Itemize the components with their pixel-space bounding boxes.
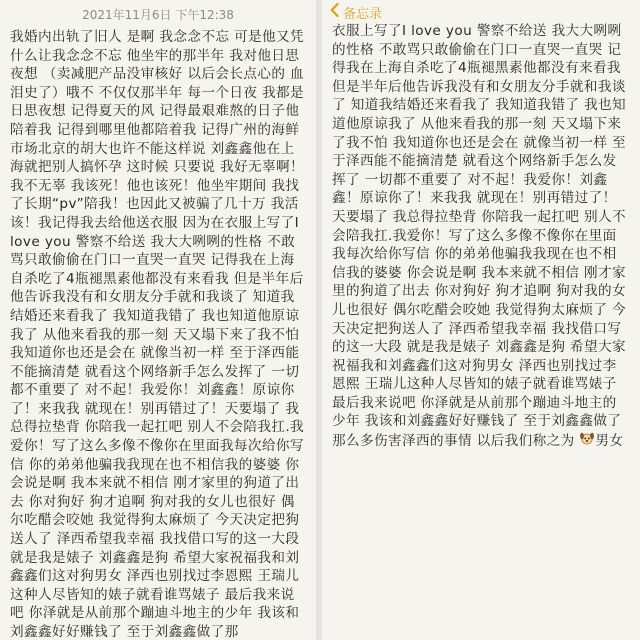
back-to-notes-button[interactable] [330,3,382,22]
back-label: 备忘录 [343,6,383,22]
note-header [322,0,640,22]
note-tail-text: 男女 [595,432,624,449]
chevron-left-icon [330,3,343,21]
note-body-right [332,22,630,451]
dog-icon [579,431,595,451]
note-body-left: 我婚内出轨了旧人 是啊 我念念不忘 可是他又凭什么让我念念不忘 他坐牢的那半年 我对他日思夜想 （卖减肥产品没审核好 以后会长点心的 血泪史了）哦不 不仅仅那半年 每一个日夜 我都是日思夜想 记得夏天的风 记得最艰难熬的日子他陪着我 记得到哪里他都陪着我 记得广州的海鲜市场北京的胡大也许不能这样说 刘鑫鑫他在上海就把别人搞怀孕 这时候 只要说 我好无辜啊！我不无辜 我该死！他也该死！他坐牢期间 我找了长期“pv”陪我！也因此又被骗了几十万 我活该！我记得我去给他送衣服 因为在衣服上写了I love you 警察不给送 我大大咧咧的性格 不敢骂只敢偷偷在门口一直哭一直哭 记得我在上海自杀吃了4瓶褪黑素他都没有来看我 但是半年后他告诉我没有和女朋友分手就和我谈了 知道我结婚还来看我了 我知道我错了 我也知道他原谅我了 从他来看我的那一刻 天又塌下来了我不怕 我知道你也还是会在 就像当初一样 至于泽西能不能摘清楚 就看这个网络新手怎么发挥了 一切都不重要了 对不起！我爱你！刘鑫鑫！原谅你了！来我我 就现在！别再错过了！天要塌了 我总得拉垫背 你陪我一起扛吧 别人不会陪我扛.我爱你！写了这么多像不像你在里面我每次给你写信 你的弟弟他骗我我现在也不相信我的婆婆 你会说是啊 我本来就不相信 刚才家里的狗道了出去 你对狗好 狗才追啊 狗对我的女儿也很好 偶尔吃醋会咬她 我觉得狗太麻烦了 今天决定把狗送人了 泽西希望我幸福 我找借口写的这一大段 就是我是婊子 刘鑫鑫是狗 希望大家祝福我和刘鑫鑫们这对狗男女 泽西也别找过李恩熙 王瑞儿这种人尽皆知的婊子就看谁骂婊子 最后我来说吧 你泽就是从前那个蹦迪斗地主的少年 我该和刘鑫鑫好好赚钱了 至于刘鑫鑫做了那 [10,29,305,640]
left-note-screenshot [0,0,316,640]
note-date: 2021年11月6日 下午12:38 [82,8,234,22]
note-text-right: 衣服上写了I love you 警察不给送 我大大咧咧的性格 不敢骂只敢偷偷在门口一直哭一直哭 记得我在上海自杀吃了4瓶褪黑素他都没有来看我 但是半年后他告诉我没有和女朋友分手就和我谈了 知道我结婚还来看我了 我知道我错了 我也知道他原谅我了 从他来看我的那一刻 天又塌下来了我不怕 我知道你也还是会在 就像当初一样 至于泽西能不能摘清楚 就看这个网络新手怎么发挥了 一切都不重要了 对不起！我爱你！刘鑫鑫！原谅你了！来我我 就现在！别再错过了！天要塌了 我总得拉垫背 你陪我一起扛吧 别人不会陪我扛.我爱你！写了这么多像不像你在里面我每次给你写信 你的弟弟他骗我我现在也不相信我的婆婆 你会说是啊 我本来就不相信 刚才家里的狗道了出去 你对狗好 狗才追啊 狗对我的女儿也很好 偶尔吃醋会咬她 我觉得狗太麻烦了 今天决定把狗送人了 泽西希望我幸福 我找借口写的这一大段 就是我是婊子 刘鑫鑫是狗 希望大家祝福我和刘鑫鑫们这对狗男女 泽西也别找过李恩熙 王瑞儿这种人尽皆知的婊子就看谁骂婊子 最后我来说吧 你泽就是从前那个蹦迪斗地主的少年 我该和刘鑫鑫好好赚钱了 至于刘鑫鑫做了那么多伤害泽西的事情 以后我们称之为 [332,23,627,449]
right-note-screenshot [322,0,640,640]
